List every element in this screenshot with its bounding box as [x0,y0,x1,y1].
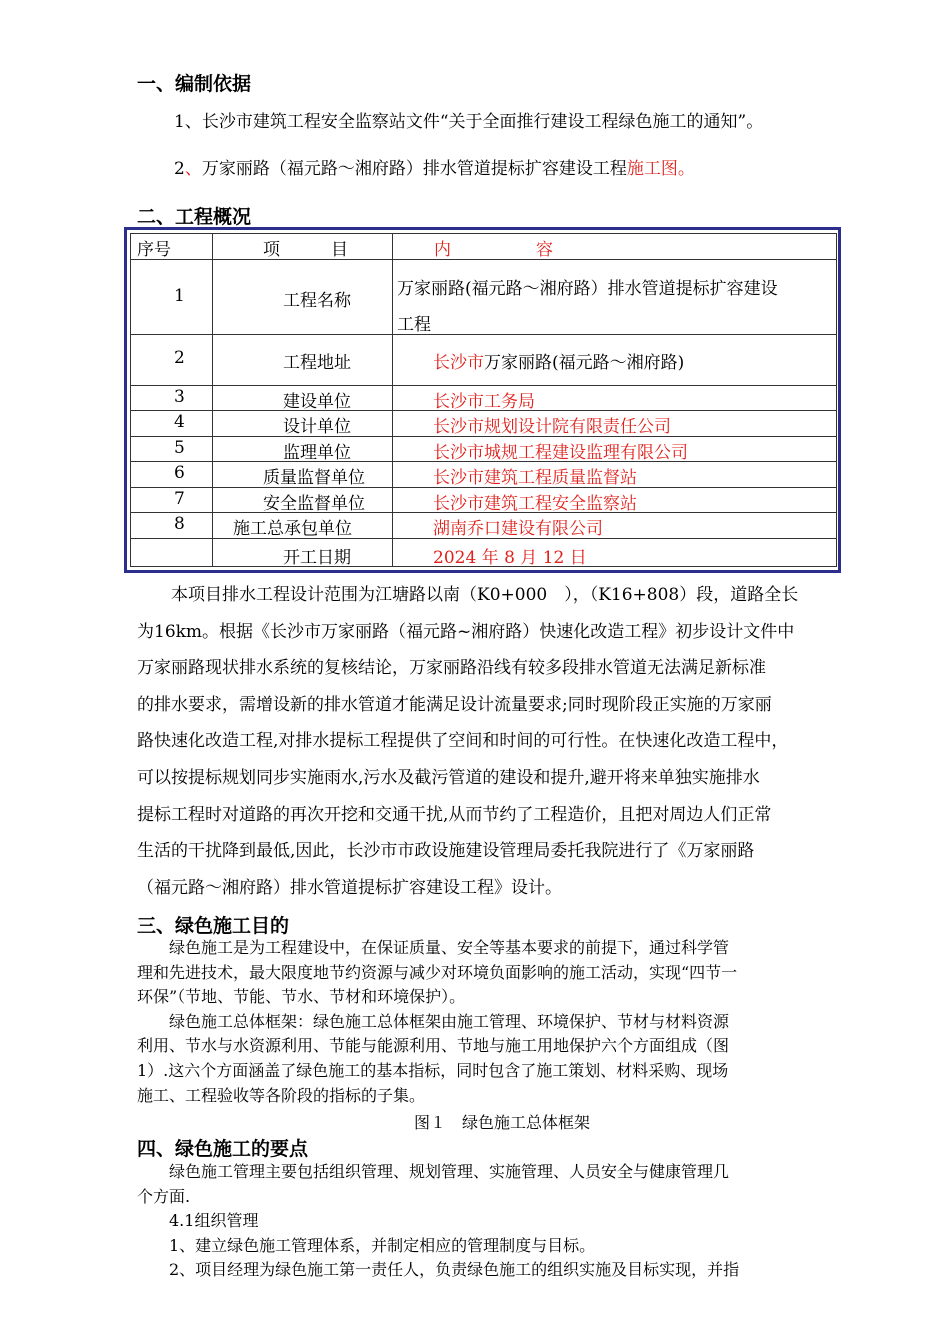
section2-heading: 二、工程概况 [137,206,252,228]
paragraph-line: 施工、工程验收等各阶段的指标的子集。 [137,1085,426,1105]
row-8-no: 8 [174,514,185,534]
header-content: 内 容 [434,240,553,260]
paragraph-line: 1、建立绿色施工管理体系，并制定相应的管理制度与目标。 [137,1235,596,1255]
section1-item-1: 1、长沙市建筑工程安全监察站文件“关于全面推行建设工程绿色施工的通知”。 [174,112,764,132]
row-6-no: 6 [174,463,185,483]
section1-heading: 一、编制依据 [137,73,252,95]
row-2-no: 2 [174,348,185,368]
paragraph-line: 本项目排水工程设计范围为江塘路以南（K0+000 ），（K16+808）段，道路全长 [137,585,799,605]
header-item: 项 目 [263,240,348,260]
row-5-content: 长沙市城规工程建设监理有限公司 [433,443,688,463]
row-2-item: 工程地址 [283,353,351,373]
row-5-no: 5 [174,438,185,458]
table-divider [212,234,213,566]
row-4-no: 4 [174,412,185,432]
paragraph-line: 的排水要求，需增设新的排水管道才能满足设计流量要求;同时现阶段正实施的万家丽 [137,694,772,715]
row-9-item: 开工日期 [283,548,351,568]
row-8-item: 施工总承包单位 [233,519,352,539]
paragraph-line: 个方面. [137,1186,191,1206]
paragraph-line: 生活的干扰降到最低,因此，长沙市市政设施建设管理局委托我院进行了《万家丽路 [137,841,755,862]
row-1-content-line1: 万家丽路(福元路～湘府路）排水管道提标扩容建设 [397,279,778,299]
row-9-content: 2024 年 8 月 12 日 [433,548,587,568]
paragraph-line: 可以按提标规划同步实施雨水,污水及截污管道的建设和提升,避开将来单独实施排水 [137,767,760,788]
figure-caption: 图１ 绿色施工总体框架 [414,1113,591,1132]
row-1-no: 1 [174,286,185,306]
header-no: 序号 [137,240,171,260]
paragraph-line: 2、项目经理为绿色施工第一责任人，负责绿色施工的组织实施及目标实现，并指 [137,1260,740,1280]
paragraph-line: 绿色施工管理主要包括组织管理、规划管理、实施管理、人员安全与健康管理几 [137,1162,730,1181]
row-1-content-line2: 工程 [397,315,431,335]
row-4-item: 设计单位 [283,417,351,437]
row-4-content: 长沙市规划设计院有限责任公司 [433,417,671,437]
row-3-no: 3 [174,387,185,407]
table-divider [131,385,836,386]
paragraph-line: 绿色施工总体框架：绿色施工总体框架由施工管理、环境保护、节材与材料资源 [137,1011,730,1031]
section3-body [137,936,737,1108]
project-overview-paragraph [137,577,798,906]
row-5-item: 监理单位 [283,443,351,463]
section4-heading: 四、绿色施工的要点 [137,1138,309,1160]
paragraph-line: （福元路～湘府路）排水管道提标扩容建设工程》设计。 [137,877,562,898]
row-7-content: 长沙市建筑工程安全监察站 [433,494,637,514]
section1-item-2: 2、万家丽路（福元路～湘府路）排水管道提标扩容建设工程施工图。 [174,159,695,179]
row-3-item: 建设单位 [283,392,351,412]
row-6-item: 质量监督单位 [263,468,365,488]
paragraph-line: 4.1组织管理 [137,1211,259,1231]
paragraph-line: 理和先进技术，最大限度地节约资源与减少对环境负面影响的施工活动，实现“四节一 [137,962,738,982]
paragraph-line: 绿色施工是为工程建设中，在保证质量、安全等基本要求的前提下，通过科学管 [137,938,730,957]
project-table [130,233,837,567]
row-7-item: 安全监督单位 [263,494,365,514]
paragraph-line: 为16km。根据《长沙市万家丽路（福元路~湘府路）快速化改造工程》初步设计文件中 [137,621,795,642]
row-1-item: 工程名称 [283,291,351,311]
paragraph-line: 1）.这六个方面涵盖了绿色施工的基本指标，同时包含了施工策划、材料采购、现场 [137,1060,729,1080]
section3-heading: 三、绿色施工目的 [137,915,290,937]
paragraph-line: 路快速化改造工程,对排水提标工程提供了空间和时间的可行性。在快速化改造工程中， [137,731,789,752]
table-divider [392,234,393,566]
row-3-content: 长沙市工务局 [433,392,535,412]
paragraph-line: 万家丽路现状排水系统的复核结论，万家丽路沿线有较多段排水管道无法满足新标准 [137,658,766,679]
row-8-content: 湖南乔口建设有限公司 [433,519,603,539]
table-divider [131,334,836,335]
row-2-content: 长沙市万家丽路(福元路～湘府路) [433,353,685,373]
paragraph-line: 环保”（节地、节能、节水、节材和环境保护）。 [137,987,466,1007]
section4-body [137,1160,739,1283]
paragraph-line: 利用、节水与水资源利用、节能与能源利用、节地与施工用地保护六个方面组成（图 [137,1036,730,1056]
row-6-content: 长沙市建筑工程质量监督站 [433,468,637,488]
row-7-no: 7 [174,489,185,509]
paragraph-line: 提标工程时对道路的再次开挖和交通干扰,从而节约了工程造价，且把对周边人们正常 [137,804,772,825]
